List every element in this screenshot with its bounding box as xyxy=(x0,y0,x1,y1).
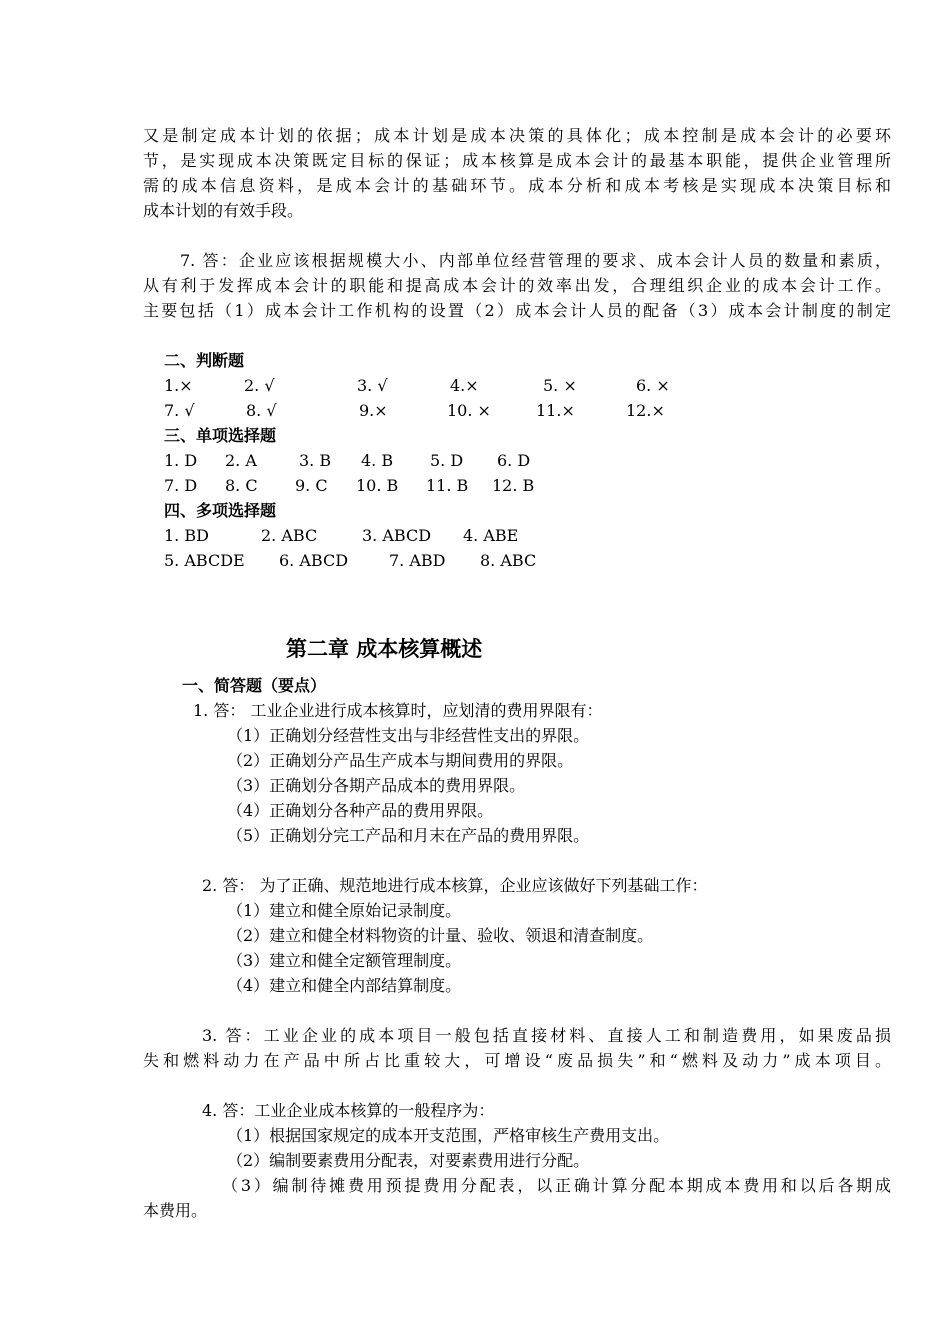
chapter-title: 第二章 成本核算概述 xyxy=(286,636,483,661)
answer-item: 8. C xyxy=(225,476,258,495)
judge-heading: 二、判断题 xyxy=(164,351,245,370)
answer-item: 8. √ xyxy=(246,401,277,420)
intro-line: 又是制定成本计划的依据；成本计划是成本决策的具体化；成本控制是成本会计的必要环 xyxy=(143,126,891,145)
answer-item: 3. B xyxy=(299,451,332,470)
q1-item: （3）正确划分各期产品成本的费用界限。 xyxy=(227,776,526,795)
q2-item: （1）建立和健全原始记录制度。 xyxy=(227,901,462,920)
answer-item: 11. B xyxy=(426,476,469,495)
answer-item: 5. ABCDE xyxy=(164,551,245,570)
answer-item: 10. B xyxy=(356,476,399,495)
q1-lead: 1. 答： 工业企业进行成本核算时，应划清的费用界限有： xyxy=(193,701,603,720)
single-choice-heading: 三、单项选择题 xyxy=(164,426,277,445)
answer-item: 2. A xyxy=(225,451,257,470)
q2-item: （2）建立和健全材料物资的计量、验收、领退和清查制度。 xyxy=(227,926,654,945)
q1-item: （4）正确划分各种产品的费用界限。 xyxy=(227,801,494,820)
q4-item: （1）根据国家规定的成本开支范围，严格审核生产费用支出。 xyxy=(227,1126,670,1145)
q4-item: （3）编制待摊费用预提费用分配表，以正确计算分配本期成本费用和以后各期成 xyxy=(222,1176,891,1195)
answer-item: 10. × xyxy=(447,401,491,420)
answer-item: 5. D xyxy=(430,451,464,470)
answer7-line: 从有利于发挥成本会计的职能和提高成本会计的效率出发，合理组织企业的成本会计工作。 xyxy=(143,276,891,295)
q1-item: （2）正确划分产品生产成本与期间费用的界限。 xyxy=(227,751,574,770)
intro-line: 节，是实现成本决策既定目标的保证；成本核算是成本会计的最基本职能，提供企业管理所 xyxy=(143,151,891,170)
q3-line: 3. 答：工业企业的成本项目一般包括直接材料、直接人工和制造费用，如果废品损 xyxy=(202,1026,891,1045)
answer-item: 12. B xyxy=(492,476,535,495)
q4-lead: 4. 答：工业企业成本核算的一般程序为： xyxy=(202,1101,495,1120)
q2-item: （3）建立和健全定额管理制度。 xyxy=(227,951,462,970)
q1-item: （1）正确划分经营性支出与非经营性支出的界限。 xyxy=(227,726,590,745)
answer-item: 7. √ xyxy=(164,401,195,420)
answer-item: 6. ABCD xyxy=(279,551,349,570)
answer-item: 1.× xyxy=(164,376,193,395)
answer-item: 4.× xyxy=(450,376,479,395)
answer-item: 6. D xyxy=(497,451,531,470)
q1-item: （5）正确划分完工产品和月末在产品的费用界限。 xyxy=(227,826,590,845)
answer-item: 2. ABC xyxy=(261,526,318,545)
answer-item: 4. B xyxy=(361,451,394,470)
answer-item: 7. D xyxy=(164,476,198,495)
answer-item: 5. × xyxy=(543,376,577,395)
intro-line: 需的成本信息资料，是成本会计的基础环节。成本分析和成本考核是实现成本决策目标和 xyxy=(143,176,891,195)
q4-item-continuation: 本费用。 xyxy=(143,1201,208,1220)
answer-item: 9. C xyxy=(295,476,328,495)
answer-item: 9.× xyxy=(359,401,388,420)
answer-item: 12.× xyxy=(626,401,665,420)
multi-choice-heading: 四、多项选择题 xyxy=(164,501,277,520)
answer-item: 2. √ xyxy=(244,376,275,395)
answer-item: 1. D xyxy=(164,451,198,470)
answer-item: 3. √ xyxy=(357,376,388,395)
answer7-line: 7. 答：企业应该根据规模大小、内部单位经营管理的要求、成本会计人员的数量和素质， xyxy=(180,251,891,270)
answer-item: 3. ABCD xyxy=(362,526,432,545)
q2-item: （4）建立和健全内部结算制度。 xyxy=(227,976,462,995)
answer-item: 6. × xyxy=(636,376,670,395)
answer-item: 8. ABC xyxy=(480,551,537,570)
intro-line: 成本计划的有效手段。 xyxy=(143,201,304,220)
section-heading: 一、简答题（要点） xyxy=(182,676,327,695)
q2-lead: 2. 答： 为了正确、规范地进行成本核算，企业应该做好下列基础工作： xyxy=(202,876,708,895)
q3-line: 失和燃料动力在产品中所占比重较大，可增设“废品损失”和“燃料及动力”成本项目。 xyxy=(143,1051,891,1070)
answer-item: 4. ABE xyxy=(463,526,519,545)
answer-item: 7. ABD xyxy=(389,551,446,570)
q4-item: （2）编制要素费用分配表，对要素费用进行分配。 xyxy=(227,1151,590,1170)
answer7-line: 主要包括（1）成本会计工作机构的设置（2）成本会计人员的配备（3）成本会计制度的制定 xyxy=(143,301,891,320)
answer-item: 1. BD xyxy=(164,526,209,545)
answer-item: 11.× xyxy=(536,401,575,420)
